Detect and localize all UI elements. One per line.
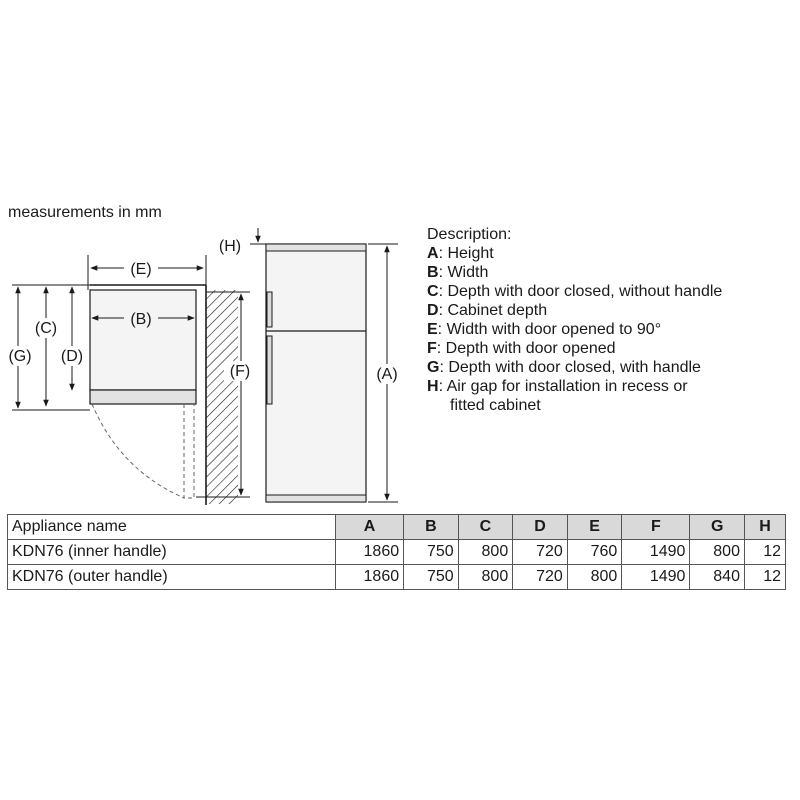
- table-cell: 800: [567, 565, 622, 590]
- table-header-row: [8, 515, 786, 540]
- table-cell: 800: [690, 540, 745, 565]
- table-row: [8, 540, 786, 565]
- fridge-handle: [267, 336, 272, 404]
- legend-item: C: Depth with door closed, without handle: [427, 283, 723, 300]
- legend: [427, 225, 722, 415]
- dimensions-table: [7, 514, 786, 590]
- table-cell: 720: [513, 540, 568, 565]
- table-header: D: [513, 515, 568, 540]
- table-header: Appliance name: [8, 515, 336, 540]
- table-cell: 1860: [336, 565, 404, 590]
- caption: measurements in mm: [8, 204, 162, 221]
- table-cell: 800: [458, 540, 513, 565]
- door-swing-arc: [92, 404, 184, 498]
- table-cell: 12: [744, 540, 785, 565]
- legend-item: F: Depth with door opened: [427, 340, 616, 357]
- legend-item: B: Width: [427, 264, 489, 281]
- legend-item: D: Cabinet depth: [427, 302, 548, 319]
- label-e: (E): [130, 261, 152, 278]
- table-cell: KDN76 (inner handle): [8, 540, 336, 565]
- label-f: (F): [229, 363, 251, 380]
- fridge-top-body: [90, 290, 196, 390]
- table-cell: 1490: [622, 565, 690, 590]
- label-h: (H): [218, 238, 242, 255]
- table-cell: 720: [513, 565, 568, 590]
- fridge-front-body: [266, 244, 366, 502]
- label-b: (B): [130, 311, 152, 328]
- label-c: (C): [34, 320, 58, 337]
- table-header: A: [336, 515, 404, 540]
- table-header: F: [622, 515, 690, 540]
- legend-item-continuation: fitted cabinet: [450, 397, 541, 414]
- label-d: (D): [60, 348, 84, 365]
- table-cell: 750: [404, 540, 459, 565]
- legend-item: H: Air gap for installation in recess or: [427, 378, 688, 395]
- table-cell: 1860: [336, 540, 404, 565]
- table-header: C: [458, 515, 513, 540]
- legend-title: Description:: [427, 226, 512, 243]
- label-a: (A): [376, 366, 398, 383]
- door-closed: [90, 390, 196, 404]
- table-header: G: [690, 515, 745, 540]
- freezer-handle: [267, 292, 272, 327]
- table-cell: KDN76 (outer handle): [8, 565, 336, 590]
- table-cell: 760: [567, 540, 622, 565]
- table-header: H: [744, 515, 785, 540]
- legend-item: E: Width with door opened to 90°: [427, 321, 662, 338]
- wall-hatching: [206, 290, 238, 504]
- table-cell: 840: [690, 565, 745, 590]
- table-header: E: [567, 515, 622, 540]
- table-cell: 800: [458, 565, 513, 590]
- label-g: (G): [8, 348, 32, 365]
- door-open-position: [184, 404, 194, 498]
- table-cell: 12: [744, 565, 785, 590]
- legend-item: G: Depth with door closed, with handle: [427, 359, 701, 376]
- top-view: [4, 255, 256, 505]
- table-row: [8, 565, 786, 590]
- table-cell: 750: [404, 565, 459, 590]
- table-cell: 1490: [622, 540, 690, 565]
- table-header: B: [404, 515, 459, 540]
- legend-item: A: Height: [427, 245, 494, 262]
